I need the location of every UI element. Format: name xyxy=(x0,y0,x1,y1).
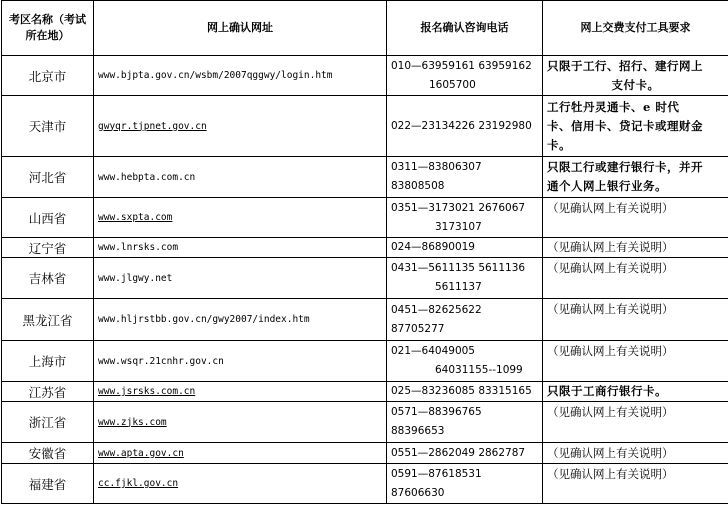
table-row xyxy=(2,238,728,258)
payment-note xyxy=(543,96,728,157)
phone-cell xyxy=(387,198,543,238)
url-link[interactable]: www.lnrsks.com xyxy=(94,238,387,258)
phone-cell xyxy=(387,382,543,402)
payment-line: （见确认网上有关说明） xyxy=(547,201,674,215)
header-row xyxy=(2,1,728,56)
url-link[interactable] xyxy=(94,382,387,402)
url-link[interactable] xyxy=(94,464,387,504)
phone-line: 010—63959161 63959162 xyxy=(391,59,532,72)
table-row xyxy=(2,198,728,238)
phone-line: 022—23134226 23192980 xyxy=(391,119,532,132)
phone-cell xyxy=(387,443,543,464)
url-text[interactable]: www.sxpta.com xyxy=(98,212,173,223)
url-link[interactable]: www.wsqr.21cnhr.gov.cn xyxy=(94,341,387,382)
url-text[interactable]: www.hebpta.com.cn xyxy=(98,171,196,183)
url-text[interactable]: gwyqr.tjpnet.gov.cn xyxy=(98,120,207,132)
header-region: 考区名称（考试所在地） xyxy=(2,1,94,56)
payment-note xyxy=(543,258,728,299)
region-cell: 吉林省 xyxy=(2,258,94,299)
phone-line: 024—86890019 xyxy=(391,241,475,253)
payment-line: （见确认网上有关说明） xyxy=(547,261,674,275)
region-cell: 浙江省 xyxy=(2,402,94,443)
url-link[interactable] xyxy=(94,157,387,198)
payment-line: 只限于工商行银行卡。 xyxy=(547,384,667,398)
payment-line: （见确认网上有关说明） xyxy=(547,467,674,481)
phone-line: 87606630 xyxy=(391,486,445,499)
phone-cell xyxy=(387,402,543,443)
payment-note xyxy=(543,198,728,238)
payment-note xyxy=(543,157,728,198)
url-link[interactable] xyxy=(94,96,387,157)
table-row xyxy=(2,258,728,299)
payment-line: （见确认网上有关说明） xyxy=(547,445,674,460)
phone-cell xyxy=(387,96,543,157)
url-link[interactable]: www.hljrstbb.gov.cn/gwy2007/index.htm xyxy=(94,299,387,341)
region-cell: 江苏省 xyxy=(2,382,94,402)
phone-line: 83808508 xyxy=(391,180,445,192)
payment-note xyxy=(543,443,728,464)
payment-line: 只限于工行、招行、建行网上 xyxy=(547,58,703,73)
payment-line: （见确认网上有关说明） xyxy=(547,344,674,358)
payment-note xyxy=(543,299,728,341)
table-row xyxy=(2,157,728,198)
table-row xyxy=(2,299,728,341)
payment-note xyxy=(543,382,728,402)
table-row xyxy=(2,56,728,96)
phone-cell xyxy=(387,238,543,258)
payment-note xyxy=(543,341,728,382)
header-payment: 网上交费支付工具要求 xyxy=(543,1,728,56)
region-cell: 山西省 xyxy=(2,198,94,238)
url-link[interactable] xyxy=(94,402,387,443)
phone-line: 0351—3173021 2676067 xyxy=(391,201,526,214)
payment-line: （见确认网上有关说明） xyxy=(547,302,674,316)
url-text[interactable]: www.jsrsks.com.cn xyxy=(98,386,196,397)
region-cell: 福建省 xyxy=(2,464,94,504)
payment-note xyxy=(543,56,728,96)
phone-cell xyxy=(387,157,543,198)
phone-cell xyxy=(387,341,543,382)
payment-line: 只限工行或建行银行卡，并开 xyxy=(547,160,703,174)
phone-line: 0451—82625622 xyxy=(391,303,482,316)
payment-note xyxy=(543,402,728,443)
phone-line: 025—83236085 83315165 xyxy=(391,385,532,397)
payment-line: 卡、信用卡、贷记卡或理财金 xyxy=(547,118,703,133)
table-row xyxy=(2,341,728,382)
payment-line: 工行牡丹灵通卡、e 时代 xyxy=(547,99,680,114)
payment-note xyxy=(543,238,728,258)
phone-line: 0551—2862049 2862787 xyxy=(391,446,526,459)
phone-line: 0431—5611135 5611136 xyxy=(391,262,526,274)
url-text[interactable]: www.zjks.com xyxy=(98,416,167,428)
region-cell: 黑龙江省 xyxy=(2,299,94,341)
region-cell: 安徽省 xyxy=(2,443,94,464)
table-row xyxy=(2,402,728,443)
phone-line: 64031155--1099 xyxy=(435,364,523,376)
phone-cell xyxy=(387,258,543,299)
url-link[interactable]: www.jlgwy.net xyxy=(94,258,387,299)
phone-cell xyxy=(387,299,543,341)
phone-line: 0571—88396765 xyxy=(391,406,482,418)
table-row xyxy=(2,464,728,504)
url-link[interactable]: www.bjpta.gov.cn/wsbm/2007qggwy/login.htm xyxy=(94,56,387,96)
header-phone: 报名确认咨询电话 xyxy=(387,1,543,56)
table-row xyxy=(2,382,728,402)
phone-line: 0311—83806307 xyxy=(391,161,482,173)
header-url: 网上确认网址 xyxy=(94,1,387,56)
phone-line: 0591—87618531 xyxy=(391,467,482,480)
url-text[interactable]: www.apta.gov.cn xyxy=(98,447,184,459)
phone-cell xyxy=(387,56,543,96)
region-cell: 河北省 xyxy=(2,157,94,198)
table-row xyxy=(2,96,728,157)
phone-cell xyxy=(387,464,543,504)
phone-line: 87705277 xyxy=(391,322,445,335)
url-text[interactable]: cc.fjkl.gov.cn xyxy=(98,478,179,489)
payment-line: 通个人网上银行业务。 xyxy=(547,179,667,193)
exam-confirmation-table xyxy=(1,0,728,504)
phone-line: 1605700 xyxy=(429,78,476,91)
region-cell: 北京市 xyxy=(2,56,94,96)
phone-line: 021—64049005 xyxy=(391,345,475,357)
region-cell: 辽宁省 xyxy=(2,238,94,258)
payment-line: 支付卡。 xyxy=(611,77,660,92)
url-link[interactable] xyxy=(94,198,387,238)
phone-line: 88396653 xyxy=(391,425,445,437)
payment-line: （见确认网上有关说明） xyxy=(547,240,674,254)
phone-line: 5611137 xyxy=(435,281,482,293)
phone-line: 3173107 xyxy=(435,220,482,233)
payment-line: （见确认网上有关说明） xyxy=(547,405,674,419)
region-cell: 天津市 xyxy=(2,96,94,157)
region-cell: 上海市 xyxy=(2,341,94,382)
payment-line: 卡。 xyxy=(547,137,571,152)
payment-note xyxy=(543,464,728,504)
table-row xyxy=(2,443,728,464)
url-link[interactable] xyxy=(94,443,387,464)
